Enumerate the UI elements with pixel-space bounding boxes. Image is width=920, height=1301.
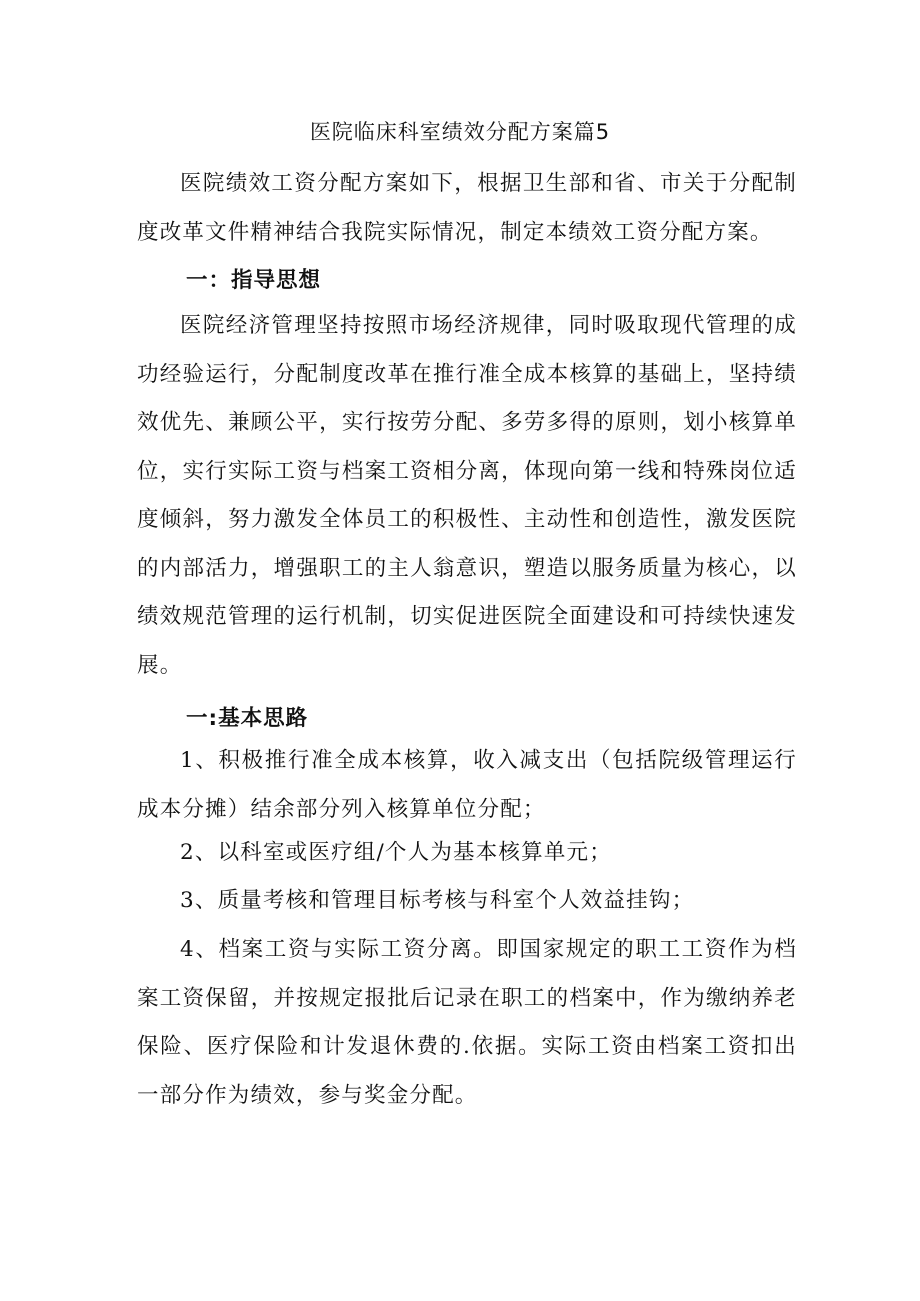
list-item: 4、档案工资与实际工资分离。即国家规定的职工工资作为档案工资保留，并按规定报批后记录在职工的档案中，作为缴纳养老保险、医疗保险和计发退休费的.依据。实际工资由档案工资扣出一部分作为绩效，参与奖金分配。 bbox=[137, 937, 797, 1108]
section-heading-guiding-ideology: 一：指导思想 bbox=[186, 268, 322, 293]
document-title: 医院临床科室绩效分配方案篇5 bbox=[309, 120, 611, 144]
intro-paragraph: 医院绩效工资分配方案如下，根据卫生部和省、市关于分配制度改革文件精神结合我院实际情况，制定本绩效工资分配方案。 bbox=[137, 171, 797, 245]
list-item: 2、以科室或医疗组/个人为基本核算单元； bbox=[180, 840, 612, 865]
list-item: 1、积极推行准全成本核算，收入减支出（包括院级管理运行成本分摊）结余部分列入核算单位分配； bbox=[137, 748, 797, 822]
section-body-guiding-ideology: 医院经济管理坚持按照市场经济规律，同时吸取现代管理的成功经验运行，分配制度改革在推行准全成本核算的基础上，坚持绩效优先、兼顾公平，实行按劳分配、多劳多得的原则，划小核算单位，实行实际工资与档案工资相分离，体现向第一线和特殊岗位适度倾斜，努力激发全体员工的积极性、主动性和创造性，激发医院的内部活力，增强职工的主人翁意识，塑造以服务质量为核心，以绩效规范管理的运行机制，切实促进医院全面建设和可持续快速发展。 bbox=[137, 313, 797, 678]
list-item: 3、质量考核和管理目标考核与科室个人效益挂钩； bbox=[180, 888, 695, 913]
section-heading-basic-approach: 一:基本思路 bbox=[186, 706, 309, 731]
